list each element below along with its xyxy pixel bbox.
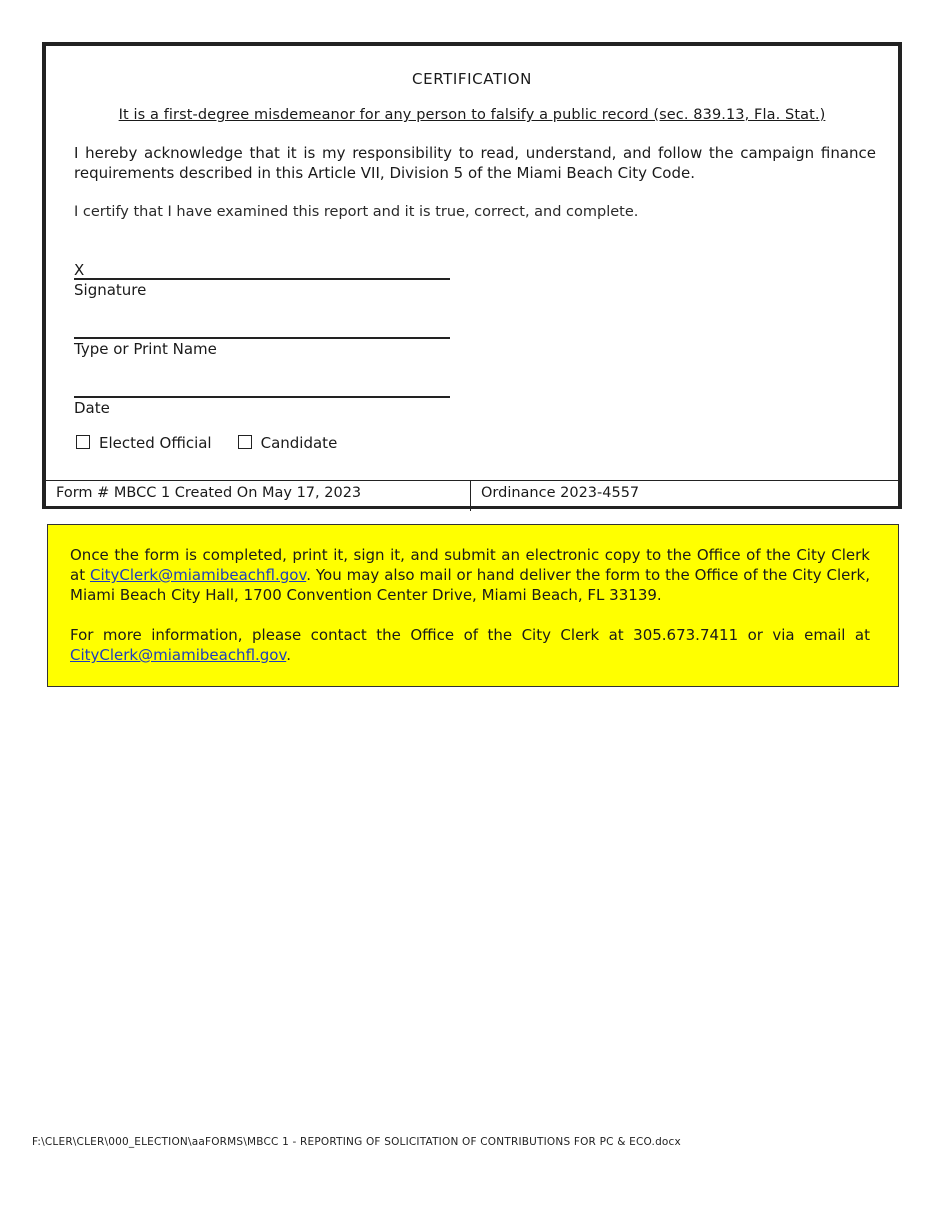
mailing-address-text: . You may also mail or hand deliver the form to the Office of the City Clerk, Miami Beach City Hall, 1700 Convention Center Drive, Miami Beach, FL 33139.	[70, 566, 870, 604]
submission-paragraph	[70, 545, 870, 605]
print-name-label: Type or Print Name	[74, 340, 217, 358]
signature-line[interactable]	[74, 278, 450, 280]
candidate-checkbox[interactable]	[238, 435, 252, 449]
certification-title: CERTIFICATION	[412, 70, 532, 88]
contact-end: .	[286, 646, 291, 664]
print-name-line[interactable]	[74, 337, 450, 339]
submission-notice	[47, 524, 899, 687]
date-label: Date	[74, 399, 110, 417]
certify-statement: I certify that I have examined this report and it is true, correct, and complete.	[74, 204, 639, 220]
signature-label: Signature	[74, 281, 147, 299]
elected-official-label: Elected Official	[99, 434, 212, 452]
document-file-path: F:\CLER\CLER\000_ELECTION\aaFORMS\MBCC 1 - REPORTING OF SOLICITATION OF CONTRIBUTIONS FOR PC & ECO.docx	[32, 1136, 681, 1148]
elected-official-option[interactable]	[76, 434, 212, 452]
submission-text: Once the form is completed, print it, sign it, and submit an electronic copy to the Office of the City Clerk at	[70, 546, 870, 584]
certification-section	[42, 42, 902, 509]
city-clerk-email-link-2[interactable]: CityClerk@miamibeachfl.gov	[70, 646, 287, 664]
candidate-label: Candidate	[260, 434, 338, 452]
candidate-option[interactable]	[238, 434, 338, 452]
date-line[interactable]	[74, 396, 450, 398]
official-type-options	[76, 434, 337, 452]
ordinance-number: Ordinance 2023-4557	[481, 485, 640, 501]
contact-paragraph	[70, 625, 870, 665]
elected-official-checkbox[interactable]	[76, 435, 90, 449]
form-footer-row	[46, 480, 898, 511]
misdemeanor-warning: It is a first-degree misdemeanor for any person to falsify a public record (sec. 839.13, Fla. Stat.)	[118, 107, 826, 123]
form-number: Form # MBCC 1 Created On May 17, 2023	[46, 481, 471, 511]
city-clerk-email-link[interactable]: CityClerk@miamibeachfl.gov	[89, 566, 307, 584]
signature-x-mark: X	[74, 261, 85, 279]
contact-text: For more information, please contact the Office of the City Clerk at 305.673.7411 or via email at	[70, 626, 870, 644]
acknowledgement-text: I hereby acknowledge that it is my responsibility to read, understand, and follow the campaign finance requirements described in this Article VII, Division 5 of the Miami Beach City Code.	[74, 144, 876, 182]
